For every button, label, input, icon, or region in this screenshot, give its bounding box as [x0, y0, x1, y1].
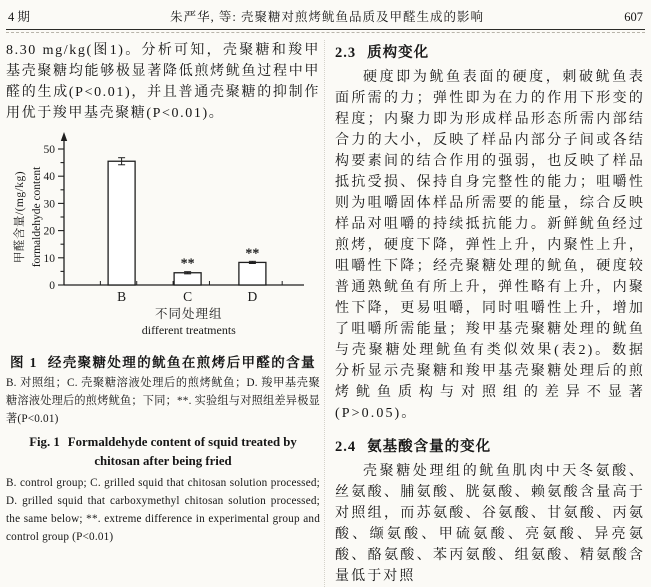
- figure-1-caption: [6, 351, 320, 546]
- issue-number: 4 期: [8, 10, 30, 24]
- figure-caption-cn: [6, 351, 320, 371]
- bar-chart-svg: [8, 127, 316, 345]
- figure-note-cn: B. 对照组；C. 壳聚糖溶液处理后的煎烤鱿鱼；D. 羧甲基壳聚糖溶液处理后的煎烤鱿鱼；下同；**. 实验组与对照组差异极显著(P<0.01): [6, 377, 320, 425]
- y-tick-label: 20: [43, 225, 55, 238]
- section-number: 2.3: [335, 45, 357, 61]
- two-column-body: [6, 40, 645, 587]
- y-axis-label-cn: 甲醛含量/(mg/kg): [14, 170, 26, 264]
- page-number: 607: [624, 10, 643, 24]
- section-2-3-body: 硬度即为鱿鱼表面的硬度，刺破鱿鱼表面所需的力；弹性即为在力的作用下形变的程度；内聚力即为形成样品形态所需内部结合力的大小，反映了样品内部分子间或各结构要素间的结合作用的强弱，也反映了样品抵抗受损、保持自身完整性的能力；咀嚼性则为咀嚼固体样品所需要的能量，综合反映样品对咀嚼的持续抵抗能力。新鲜鱿鱼经过煎烤，硬度下降，弹性上升，内聚性上升，咀嚼性下降；经壳聚糖处理的鱿鱼，硬度较普通熟鱿鱼有所上升，弹性略有上升，内聚性下降，更易咀嚼，同时咀嚼性上升，增加了咀嚼所需能量；羧甲基壳聚糖处理的鱿鱼与壳聚糖处理鱿鱼有类似效果(表2)。数据分析显示壳聚糖和羧甲基壳聚糖处理后的煎烤鱿鱼质构与对照组的差异不显著(P>0.05)。: [335, 70, 645, 421]
- header-rule-dashed: [6, 32, 645, 33]
- bar-B: [108, 161, 135, 285]
- bar-D: [239, 262, 266, 285]
- figure-label-cn: 图 1: [9, 355, 38, 370]
- y-axis-arrow: [61, 132, 67, 141]
- x-category-label: B: [117, 289, 127, 304]
- figure-title-cn: 经壳聚糖处理的鱿鱼在煎烤后甲醛的含量: [47, 355, 317, 370]
- section-number: 2.4: [335, 439, 357, 455]
- figure-caption-en: [6, 433, 320, 471]
- section-2-4-body: 壳聚糖处理组的鱿鱼肌肉中天冬氨酸、丝氨酸、脯氨酸、胱氨酸、赖氨酸含量高于对照组，而苏氨酸、谷氨酸、甘氨酸、丙氨酸、缬氨酸、甲硫氨酸、亮氨酸、异亮氨酸、酪氨酸、苯丙氨酸、组氨酸、精氨酸含量低于对照: [335, 464, 645, 584]
- x-category-label: C: [183, 289, 193, 304]
- section-heading-2-3: [335, 41, 645, 62]
- significance-marker: **: [180, 256, 195, 272]
- x-axis-label-cn: 不同处理组: [155, 307, 223, 321]
- header-rule: [6, 29, 645, 30]
- paragraph-formaldehyde-result: 8.30 mg/kg(图1)。分析可知，壳聚糖和羧甲基壳聚糖均能够极显著降低煎烤鱿鱼过程中甲醛的生成(P<0.01)，并且普通壳聚糖的抑制作用优于羧甲基壳聚糖(P<0.01)。: [6, 43, 320, 121]
- running-title: 朱严华, 等: 壳聚糖对煎烤鱿鱼品质及甲醛生成的影响: [170, 10, 484, 24]
- page-header: [6, 0, 645, 29]
- figure-label-en: Fig. 1: [29, 435, 60, 449]
- figure-title-en-line1: Formaldehyde content of squid treated by: [67, 435, 297, 449]
- figure-title-en-line2: chitosan after being fried: [94, 454, 232, 468]
- section-heading-2-4: [335, 435, 645, 456]
- y-tick-label: 0: [49, 280, 55, 292]
- y-tick-label: 50: [43, 144, 55, 156]
- y-tick-label: 30: [43, 198, 55, 211]
- bar-C: [174, 273, 201, 285]
- significance-marker: **: [245, 246, 260, 262]
- section-title: 质构变化: [367, 45, 430, 61]
- figure-note-en: B. control group; C. grilled squid that chitosan solution processed; D. grilled squid that carboxymethyl chitosan solution processed; the same below; **. extreme difference in experimental group and control group (P<0.01): [6, 477, 320, 543]
- right-column: [324, 40, 645, 587]
- x-category-label: D: [247, 289, 258, 304]
- section-title: 氨基酸含量的变化: [367, 439, 492, 455]
- y-tick-label: 10: [43, 252, 55, 265]
- y-tick-label: 40: [43, 171, 55, 184]
- left-column: [6, 40, 320, 587]
- x-axis-label-en: different treatments: [141, 323, 236, 337]
- y-axis-label-en: formaldehyde content: [31, 166, 43, 268]
- formaldehyde-bar-chart: [8, 127, 320, 350]
- figure-1: [6, 127, 320, 546]
